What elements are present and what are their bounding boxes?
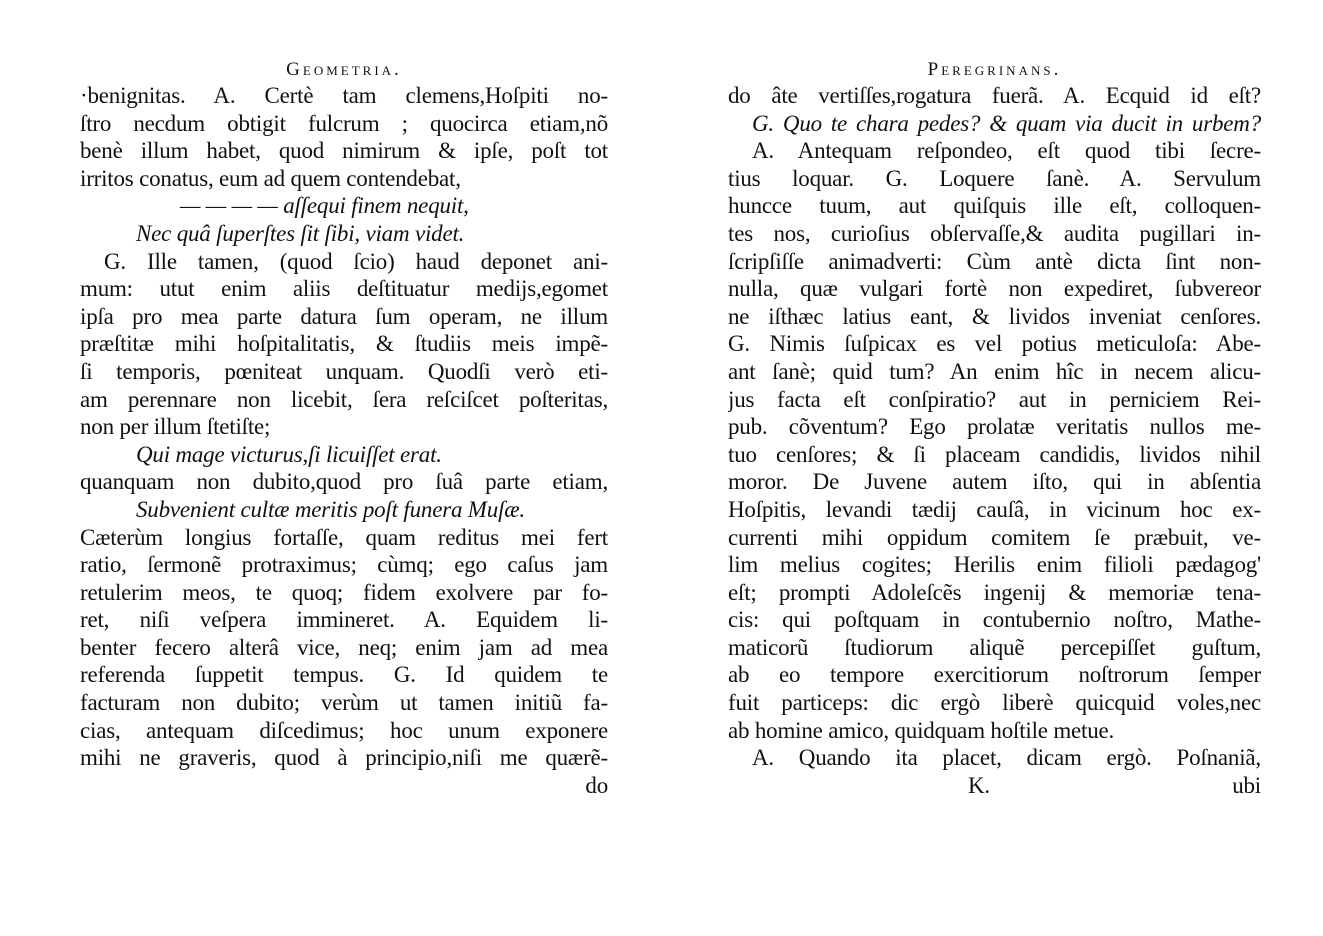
text-line: benè illum habet, quod nimirum & ipſe, poſt tot: [80, 138, 608, 164]
verse-line: Subvenient cultæ meritis poſt funera Muſæ.: [136, 496, 525, 522]
left-page: [80, 58, 608, 799]
text-line: cis: qui poſtquam in contubernio noſtro, Mathe-: [728, 607, 1261, 633]
text-line: ſi temporis, pœniteat unquam. Quodſi verò eti-: [80, 358, 608, 384]
text-line: ſcripſiſſe animadverti: Cùm antè dicta ſint non-: [728, 248, 1261, 274]
text-line: ret, niſi veſpera immineret. A. Equidem li-: [80, 607, 608, 633]
running-head: Peregrinans.: [927, 59, 1062, 80]
text-line: ipſa pro mea parte datura ſum operam, ne illum: [80, 303, 608, 329]
text-line: retulerim meos, te quoq; fidem exolvere par fo-: [80, 579, 608, 605]
verse-line: Qui mage victurus,ſi licuiſſet erat.: [136, 441, 442, 467]
signature-mark: K.: [968, 772, 990, 798]
right-page: [728, 58, 1261, 799]
text-line: maticorũ ſtudiorum aliquẽ percepiſſet guſtum,: [728, 634, 1261, 660]
text-line: ne iſthæc latius eant, & lividos inveniat cenſores.: [728, 303, 1261, 329]
text-line: am perennare non licebit, ſera reſciſcet poſteritas,: [80, 386, 608, 412]
text-line: ab eo tempore exercitiorum noſtrorum ſemper: [728, 662, 1261, 688]
text-line: quanquam non dubito,quod pro ſuâ parte etiam,: [80, 469, 608, 495]
text-line: referenda ſuppetit tempus. G. Id quidem te: [80, 662, 608, 688]
text-line: huncce tuum, aut quiſquis ille eſt, colloquen-: [728, 193, 1261, 219]
text-line: tius loquar. G. Loquere ſanè. A. Servulum: [728, 165, 1261, 191]
text-line: benter fecero alterâ vice, neq; enim jam ad mea: [80, 634, 608, 660]
text-line: mihi ne graveris, quod à principio,niſi me quærẽ-: [80, 745, 608, 771]
text-line: G. Nimis ſuſpicax es vel potius meticuloſa: Abe-: [728, 331, 1261, 357]
text-line: ant ſanè; quid tum? An enim hîc in necem alicu-: [728, 358, 1261, 384]
text-line: ſtro necdum obtigit fulcrum ; quocirca etiam,nõ: [80, 110, 608, 136]
text-line: fuit particeps: dic ergò liberè quicquid voles,nec: [728, 690, 1261, 716]
text-line: tuo cenſores; & ſi placeam candidis, lividos nihil: [728, 441, 1261, 467]
catchword: ubi: [1232, 772, 1261, 798]
text-line: non per illum ſtetiſte;: [80, 414, 271, 440]
verse-line: Nec quâ ſuperſtes ſit ſibi, viam videt.: [136, 220, 465, 246]
text-line: nulla, quæ vulgari fortè non expediret, ſubvereor: [728, 276, 1261, 302]
text-line: cias, antequam diſcedimus; hoc unum exponere: [80, 717, 608, 743]
signature-line: [728, 772, 1261, 800]
text-line: irritos conatus, eum ad quem contendebat,: [80, 165, 461, 191]
text-line: eſt; prompti Adoleſcẽs ingenij & memoriæ tena-: [728, 579, 1261, 605]
text-line: præſtitæ mihi hoſpitalitatis, & ſtudiis meis impẽ-: [80, 331, 608, 357]
text-line: ·benignitas. A. Certè tam clemens,Hoſpiti no-: [80, 83, 608, 108]
text-line: G. Ille tamen, (quod ſcio) haud deponet ani-: [104, 248, 608, 274]
text-line: A. Antequam reſpondeo, eſt quod tibi ſecre-: [752, 138, 1261, 164]
running-head: Geometria.: [286, 59, 402, 80]
text-line: lim melius cogites; Herilis enim filioli pædagog': [728, 552, 1261, 578]
text-line: do âte vertiſſes,rogatura fuerã. A. Ecquid id eſt?: [728, 83, 1261, 108]
text-line: tes nos, curioſius obſervaſſe,& audita pugillari in-: [728, 220, 1261, 246]
text-line: ratio, ſermonẽ protraximus; cùmq; ego caſus jam: [80, 552, 608, 578]
text-line: A. Quando ita placet, dicam ergò. Poſnaniã,: [752, 745, 1261, 771]
text-line: mum: utut enim aliis deſtituatur medijs,egomet: [80, 276, 608, 302]
text-line: currenti mihi oppidum comitem ſe præbuit, ve-: [728, 524, 1261, 550]
text-line: facturam non dubito; verùm ut tamen initiũ fa-: [80, 690, 608, 716]
verse-line: G. Quo te chara pedes? & quam via ducit in urbem?: [752, 110, 1261, 136]
text-line: pub. cõventum? Ego prolatæ veritatis nullos me-: [728, 414, 1261, 440]
text-line: Cæterùm longius fortaſſe, quam reditus mei fert: [80, 524, 608, 550]
verse-line: — — — — aſſequi finem nequit,: [180, 193, 469, 219]
text-line: moror. De Juvene autem iſto, qui in abſentia: [728, 469, 1261, 495]
text-line: ab homine amico, quidquam hoſtile metue.: [728, 717, 1115, 743]
text-line: Hoſpitis, levandi tædij cauſâ, in vicinum hoc ex-: [728, 496, 1261, 522]
text-line: jus facta eſt conſpiratio? aut in perniciem Rei-: [728, 386, 1261, 412]
catchword: do: [585, 772, 608, 798]
